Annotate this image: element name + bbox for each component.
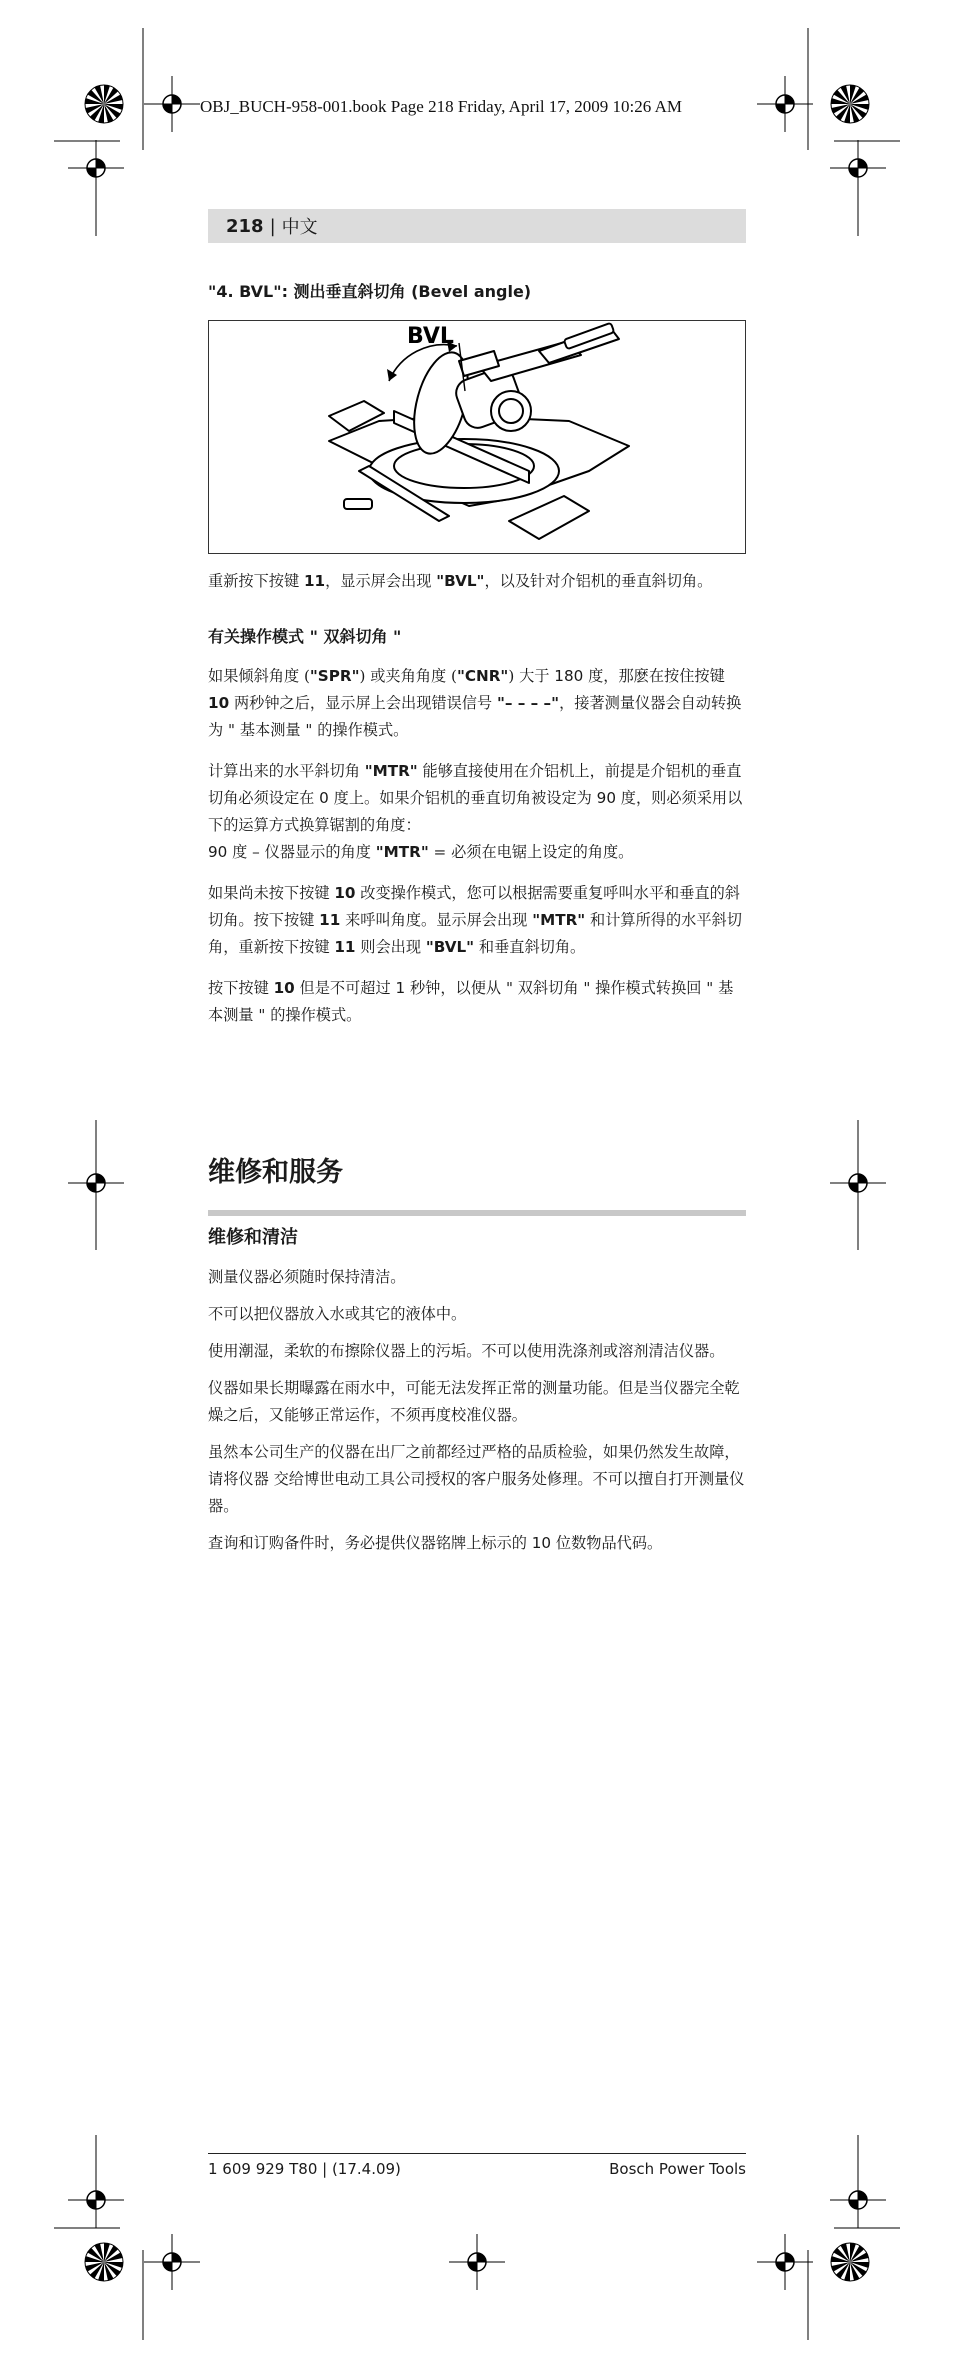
text-run: 如果尚未按下按键 (208, 884, 335, 902)
maintenance-paragraph (208, 1338, 746, 1365)
text-run: 秒钟，以便从 " 双斜切角 " 操作模式转换回 " 基本测量 " 的操作模式。 (208, 979, 734, 1024)
text-run: 来呼叫角度。显示屏会出现 (340, 911, 533, 929)
mode-section-title: 有关操作模式 " 双斜切角 " (208, 627, 402, 646)
text-run: ，以及针对介铝机的垂直斜切角。 (484, 572, 713, 590)
mode-paragraphs (208, 663, 746, 1029)
bold-term: "– – – –" (496, 694, 560, 712)
maintenance-paragraph (208, 1264, 746, 1291)
mode-paragraph (208, 880, 746, 961)
text-run: 重新按下按键 (208, 572, 304, 590)
text-run: 位数物品代码。 (551, 1534, 663, 1552)
bold-term: "BVL" (436, 572, 485, 590)
number-text: 0 (319, 789, 329, 807)
bold-term: "MTR" (532, 911, 586, 929)
text-run: 使用潮湿，柔软的布擦除仪器上的污垢。不可以使用洗涤剂或溶剂清洁仪器。 (208, 1342, 725, 1360)
bvl-figure-label: BVL (407, 324, 454, 349)
maintenance-paragraph (208, 1439, 746, 1520)
bold-term: "MTR" (375, 843, 429, 861)
text-run: 虽然本公司生产的仪器在出厂之前都经过严格的品质检验，如果仍然发生故障，请将仪器 交给博世电动工具公司授权的客户服务处修理。不可以擅自打开测量仪器。 (208, 1443, 745, 1515)
text-run: 如果倾斜角度 ( (208, 667, 310, 685)
bold-term: 11 (319, 911, 341, 929)
mode-paragraph (208, 758, 746, 866)
page-number: 218 (226, 215, 264, 237)
text-run: ，显示屏会出现 (325, 572, 437, 590)
bold-term: 11 (303, 572, 326, 590)
text-run: 按下按键 (208, 979, 274, 997)
text-run: 和计算所得的水平斜切角，重新按下按键 (208, 911, 742, 956)
bold-term: 10 (208, 694, 230, 712)
bold-term: 11 (334, 938, 356, 956)
bold-term: 10 (273, 979, 295, 997)
text-run: 度，则必须采用以下的运算方式换算锯割的角度： (208, 789, 743, 834)
text-run: 度上。如果介铝机的垂直切角被设定为 (328, 789, 597, 807)
text-run: 度，那麽在按住按键 (583, 667, 725, 685)
text-run: 度 – 仪器显示的角度 (227, 843, 376, 861)
number-text: 10 (531, 1534, 552, 1552)
bevel-section-title: "4. BVL": 测出垂直斜切角 (Bevel angle) (208, 282, 532, 301)
text-run: ，接著测量仪器会自动转换为 " 基本测量 " 的操作模式。 (208, 694, 742, 739)
text-run: 查询和订购备件时，务必提供仪器铭牌上标示的 (208, 1534, 532, 1552)
number-text: 180 (554, 667, 584, 685)
footer-document-code: 1 609 929 T80 | (17.4.09) (208, 2160, 401, 2178)
number-text: 1 (395, 979, 406, 997)
mode-paragraph (208, 975, 746, 1029)
section-divider (208, 1210, 746, 1216)
main-content (208, 280, 746, 1029)
text-run: 能够直接使用在介铝机上，前提是介铝机的垂直切角必须设定在 (208, 762, 742, 807)
text-run: 计算出来的水平斜切角 (208, 762, 365, 780)
miter-saw-figure (208, 320, 746, 554)
text-run: 不可以把仪器放入水或其它的液体中。 (208, 1305, 467, 1323)
after-figure-paragraph (208, 568, 746, 595)
maintenance-paragraphs (208, 1264, 746, 1557)
maintenance-paragraph (208, 1530, 746, 1557)
number-text: 90 (596, 789, 616, 807)
page-header (208, 209, 746, 243)
text-run: = 必须在电锯上设定的角度。 (428, 843, 634, 861)
text-run: 改变操作模式，您可以根据需要重复呼叫水平和垂直的斜切角。按下按键 (208, 884, 740, 929)
maintenance-title: 维修和服务 (208, 1157, 343, 1188)
maintenance-paragraph (208, 1375, 746, 1429)
miter-saw-illustration (209, 321, 745, 553)
bold-term: "SPR" (309, 667, 360, 685)
text-run: 和垂直斜切角。 (474, 938, 586, 956)
header-language: 中文 (281, 217, 318, 238)
maintenance-subtitle: 维修和清洁 (208, 1227, 298, 1248)
text-run: ) 大于 (508, 667, 555, 685)
text-run: ) 或夹角角度 ( (359, 667, 457, 685)
maintenance-paragraph (208, 1301, 746, 1328)
text-run: 测量仪器必须随时保持清洁。 (208, 1268, 406, 1286)
number-text: 90 (208, 843, 228, 861)
text-run: 但是不可超过 (294, 979, 396, 997)
text-run: 仪器如果长期曝露在雨水中，可能无法发挥正常的测量功能。但是当仪器完全乾燥之后，又能够正常运作，不须再度校准仪器。 (208, 1379, 740, 1424)
bold-term: "BVL" (425, 938, 475, 956)
mode-paragraph (208, 663, 746, 744)
printer-info-line: OBJ_BUCH-958-001.book Page 218 Friday, April 17, 2009 10:26 AM (200, 97, 682, 116)
bold-term: "MTR" (364, 762, 418, 780)
footer-brand: Bosch Power Tools (609, 2160, 746, 2178)
maintenance-section (208, 1220, 746, 1557)
bold-term: "CNR" (456, 667, 509, 685)
text-run: 两秒钟之后，显示屏上会出现错误信号 (229, 694, 497, 712)
header-separator: | (269, 215, 276, 237)
footer-rule (208, 2153, 746, 2154)
text-run: 则会出现 (355, 938, 426, 956)
bold-term: 10 (334, 884, 356, 902)
